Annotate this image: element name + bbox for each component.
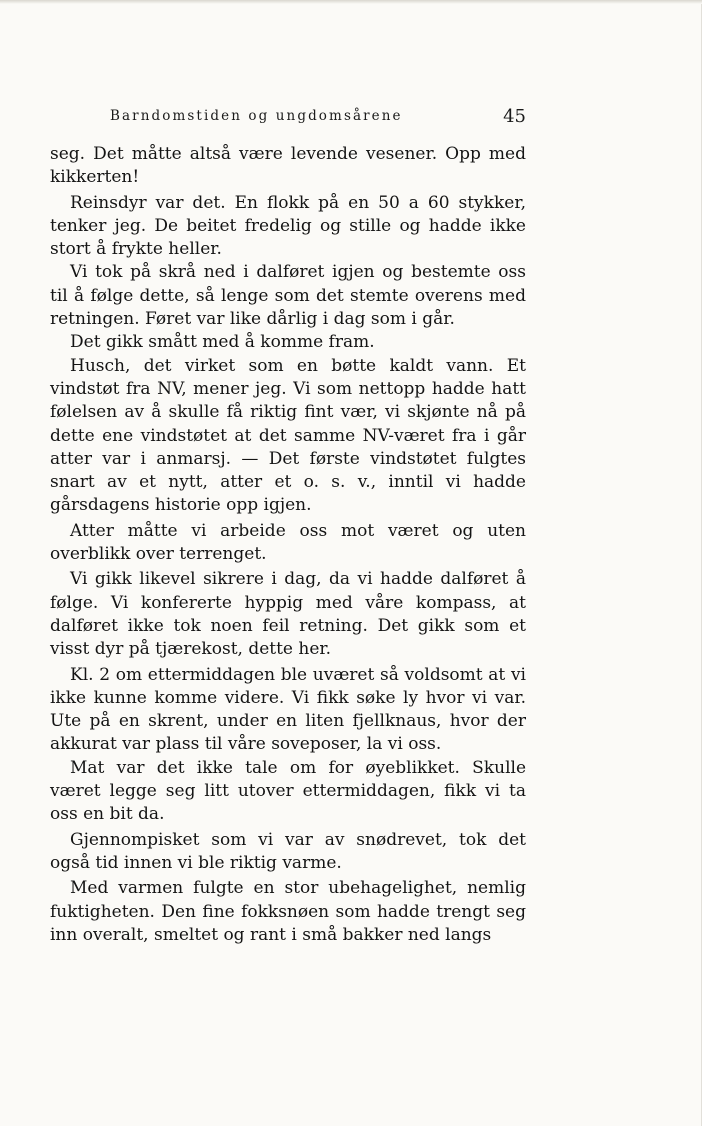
paragraph: Atter måtte vi arbeide oss mot været og uten overblikk over terrenget. [50, 520, 526, 565]
running-head [110, 106, 526, 128]
page-number: 45 [503, 106, 526, 127]
page-edge [0, 0, 702, 4]
paragraph: Mat var det ikke tale om for øyeblikket. Skulle været legge seg litt utover ettermiddagen, fikk vi ta oss en bit da. [50, 757, 526, 825]
paragraph: Husch, det virket som en bøtte kaldt vann. Et vindstøt fra NV, mener jeg. Vi som nettopp hadde hatt følelsen av å skulle få riktig fint vær, vi skjønte nå på dette ene vindstøtet at det samme NV-været fra i går atter var i anmarsj. — Det første vindstøtet fulgtes snart av et nytt, atter et o. s. v., inntil vi hadde gårsdagens historie opp igjen. [50, 355, 526, 516]
paragraph: Vi tok på skrå ned i dalføret igjen og bestemte oss til å følge dette, så lenge som det stemte overens med retningen. Føret var like dårlig i dag som i går. [50, 262, 526, 330]
paragraph: seg. Det måtte altså være levende vesener. Opp med kikkerten! [50, 144, 526, 188]
paragraph: Det gikk smått med å komme fram. [70, 332, 375, 353]
paragraph: Reinsdyr var det. En flokk på en 50 a 60 stykker, tenker jeg. De beitet fredelig og stille og hadde ikke stort å frykte heller. [50, 192, 526, 260]
paragraph: Vi gikk likevel sikrere i dag, da vi hadde dalføret å følge. Vi konfererte hyppig med våre kompass, at dalføret ikke tok noen feil retning. Det gikk som et visst dyr på tjærekost, dette her. [50, 569, 526, 660]
paragraph: Kl. 2 om ettermiddagen ble uværet så voldsomt at vi ikke kunne komme videre. Vi fikk søke ly hvor vi var. Ute på en skrent, under en liten fjellknaus, hvor der akkurat var plass til våre soveposer, la vi oss. [50, 664, 526, 755]
paragraph: Gjennompisket som vi var av snødrevet, tok det også tid innen vi ble riktig varme. [50, 829, 526, 873]
running-title: Barndomstiden og ungdomsårene [110, 108, 403, 124]
body-text [50, 143, 526, 947]
paragraph: Med varmen fulgte en stor ubehagelighet, nemlig fuktigheten. Den fine fokksnøen som hadde trengt seg inn overalt, smeltet og rant i små bakker ned langs [50, 878, 526, 945]
